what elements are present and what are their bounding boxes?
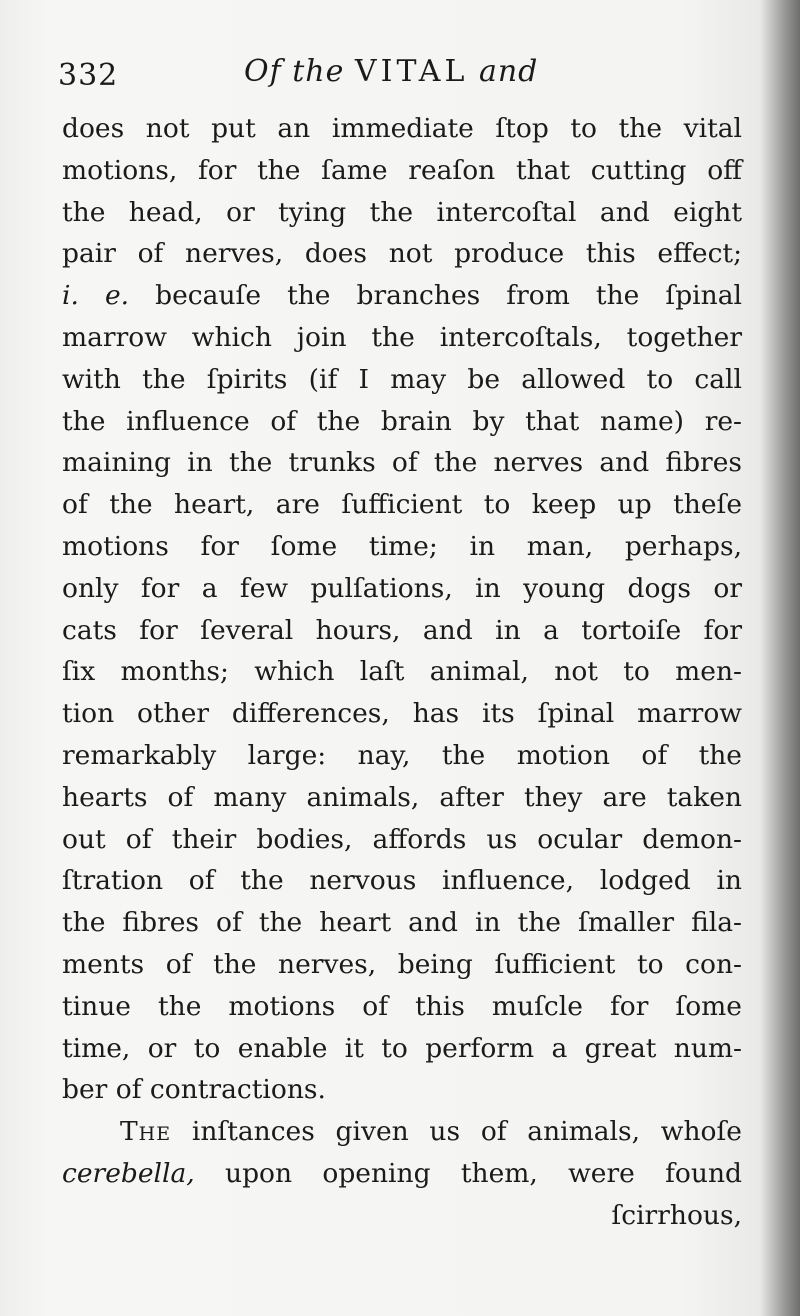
- text-line: does not put an immediate ſtop to the vital: [62, 113, 742, 144]
- catchword: ſcirrhous,: [611, 1199, 742, 1231]
- running-head-vital: VITAL: [354, 54, 469, 89]
- text-line: hearts of many animals, after they are taken: [62, 781, 742, 813]
- text-line: remarkably large: nay, the motion of the: [62, 739, 742, 771]
- text-line: tinue the motions of this muſcle for ſome: [62, 990, 742, 1022]
- small-caps-the: The: [120, 1116, 172, 1148]
- italic-ie: i. e.: [62, 280, 130, 312]
- text-line: ber of contractions.: [62, 1074, 326, 1106]
- page-number: 332: [58, 58, 119, 93]
- page-header: [58, 52, 748, 96]
- text-line: of the heart, are ſufficient to keep up theſe: [62, 489, 742, 521]
- text-line: motions, for the ſame reaſon that cutting off: [62, 154, 742, 186]
- text-line: only for a few pulſations, in young dogs or: [62, 572, 742, 604]
- text-line: pair of nerves, does not produce this effect;: [62, 238, 742, 270]
- text-line: tion other differences, has its ſpinal marrow: [62, 698, 742, 730]
- text-line: marrow which join the intercoſtals, together: [62, 321, 742, 353]
- text-line: out of their bodies, affords us ocular demon-: [62, 823, 742, 855]
- text-span: becauſe the branches from the ſpinal: [155, 280, 742, 312]
- running-head-and: and: [478, 54, 539, 89]
- text-line: ſtration of the nervous influence, lodged in: [62, 865, 742, 897]
- text-line: motions for ſome time; in man, perhaps,: [62, 530, 742, 562]
- body-text: [62, 108, 742, 1237]
- text-line: cats for ſeveral hours, and in a tortoiſe for: [62, 614, 742, 646]
- text-line: time, or to enable it to perform a great num-: [62, 1032, 742, 1064]
- text-line: the fibres of the heart and in the ſmaller fila-: [62, 907, 742, 939]
- text-line: maining in the trunks of the nerves and fibres: [62, 447, 742, 479]
- running-head-of-the: Of the: [244, 54, 345, 89]
- running-head: [244, 54, 538, 89]
- paragraph-2-line-1: [62, 1111, 742, 1153]
- text-span: inſtances given us of animals, whoſe: [191, 1116, 742, 1148]
- italic-cerebella: cerebella,: [62, 1157, 195, 1189]
- text-line: ments of the nerves, being ſufficient to con-: [62, 948, 742, 980]
- text-line: [62, 275, 742, 317]
- text-span: upon opening them, were found: [225, 1157, 742, 1189]
- text-line: the head, or tying the intercoſtal and eight: [62, 196, 742, 228]
- text-line: ſix months; which laſt animal, not to men-: [62, 656, 742, 688]
- text-line: with the ſpirits (if I may be allowed to call: [62, 363, 742, 395]
- text-line: the influence of the brain by that name) re-: [62, 405, 742, 437]
- paragraph-2-line-2: [62, 1153, 742, 1195]
